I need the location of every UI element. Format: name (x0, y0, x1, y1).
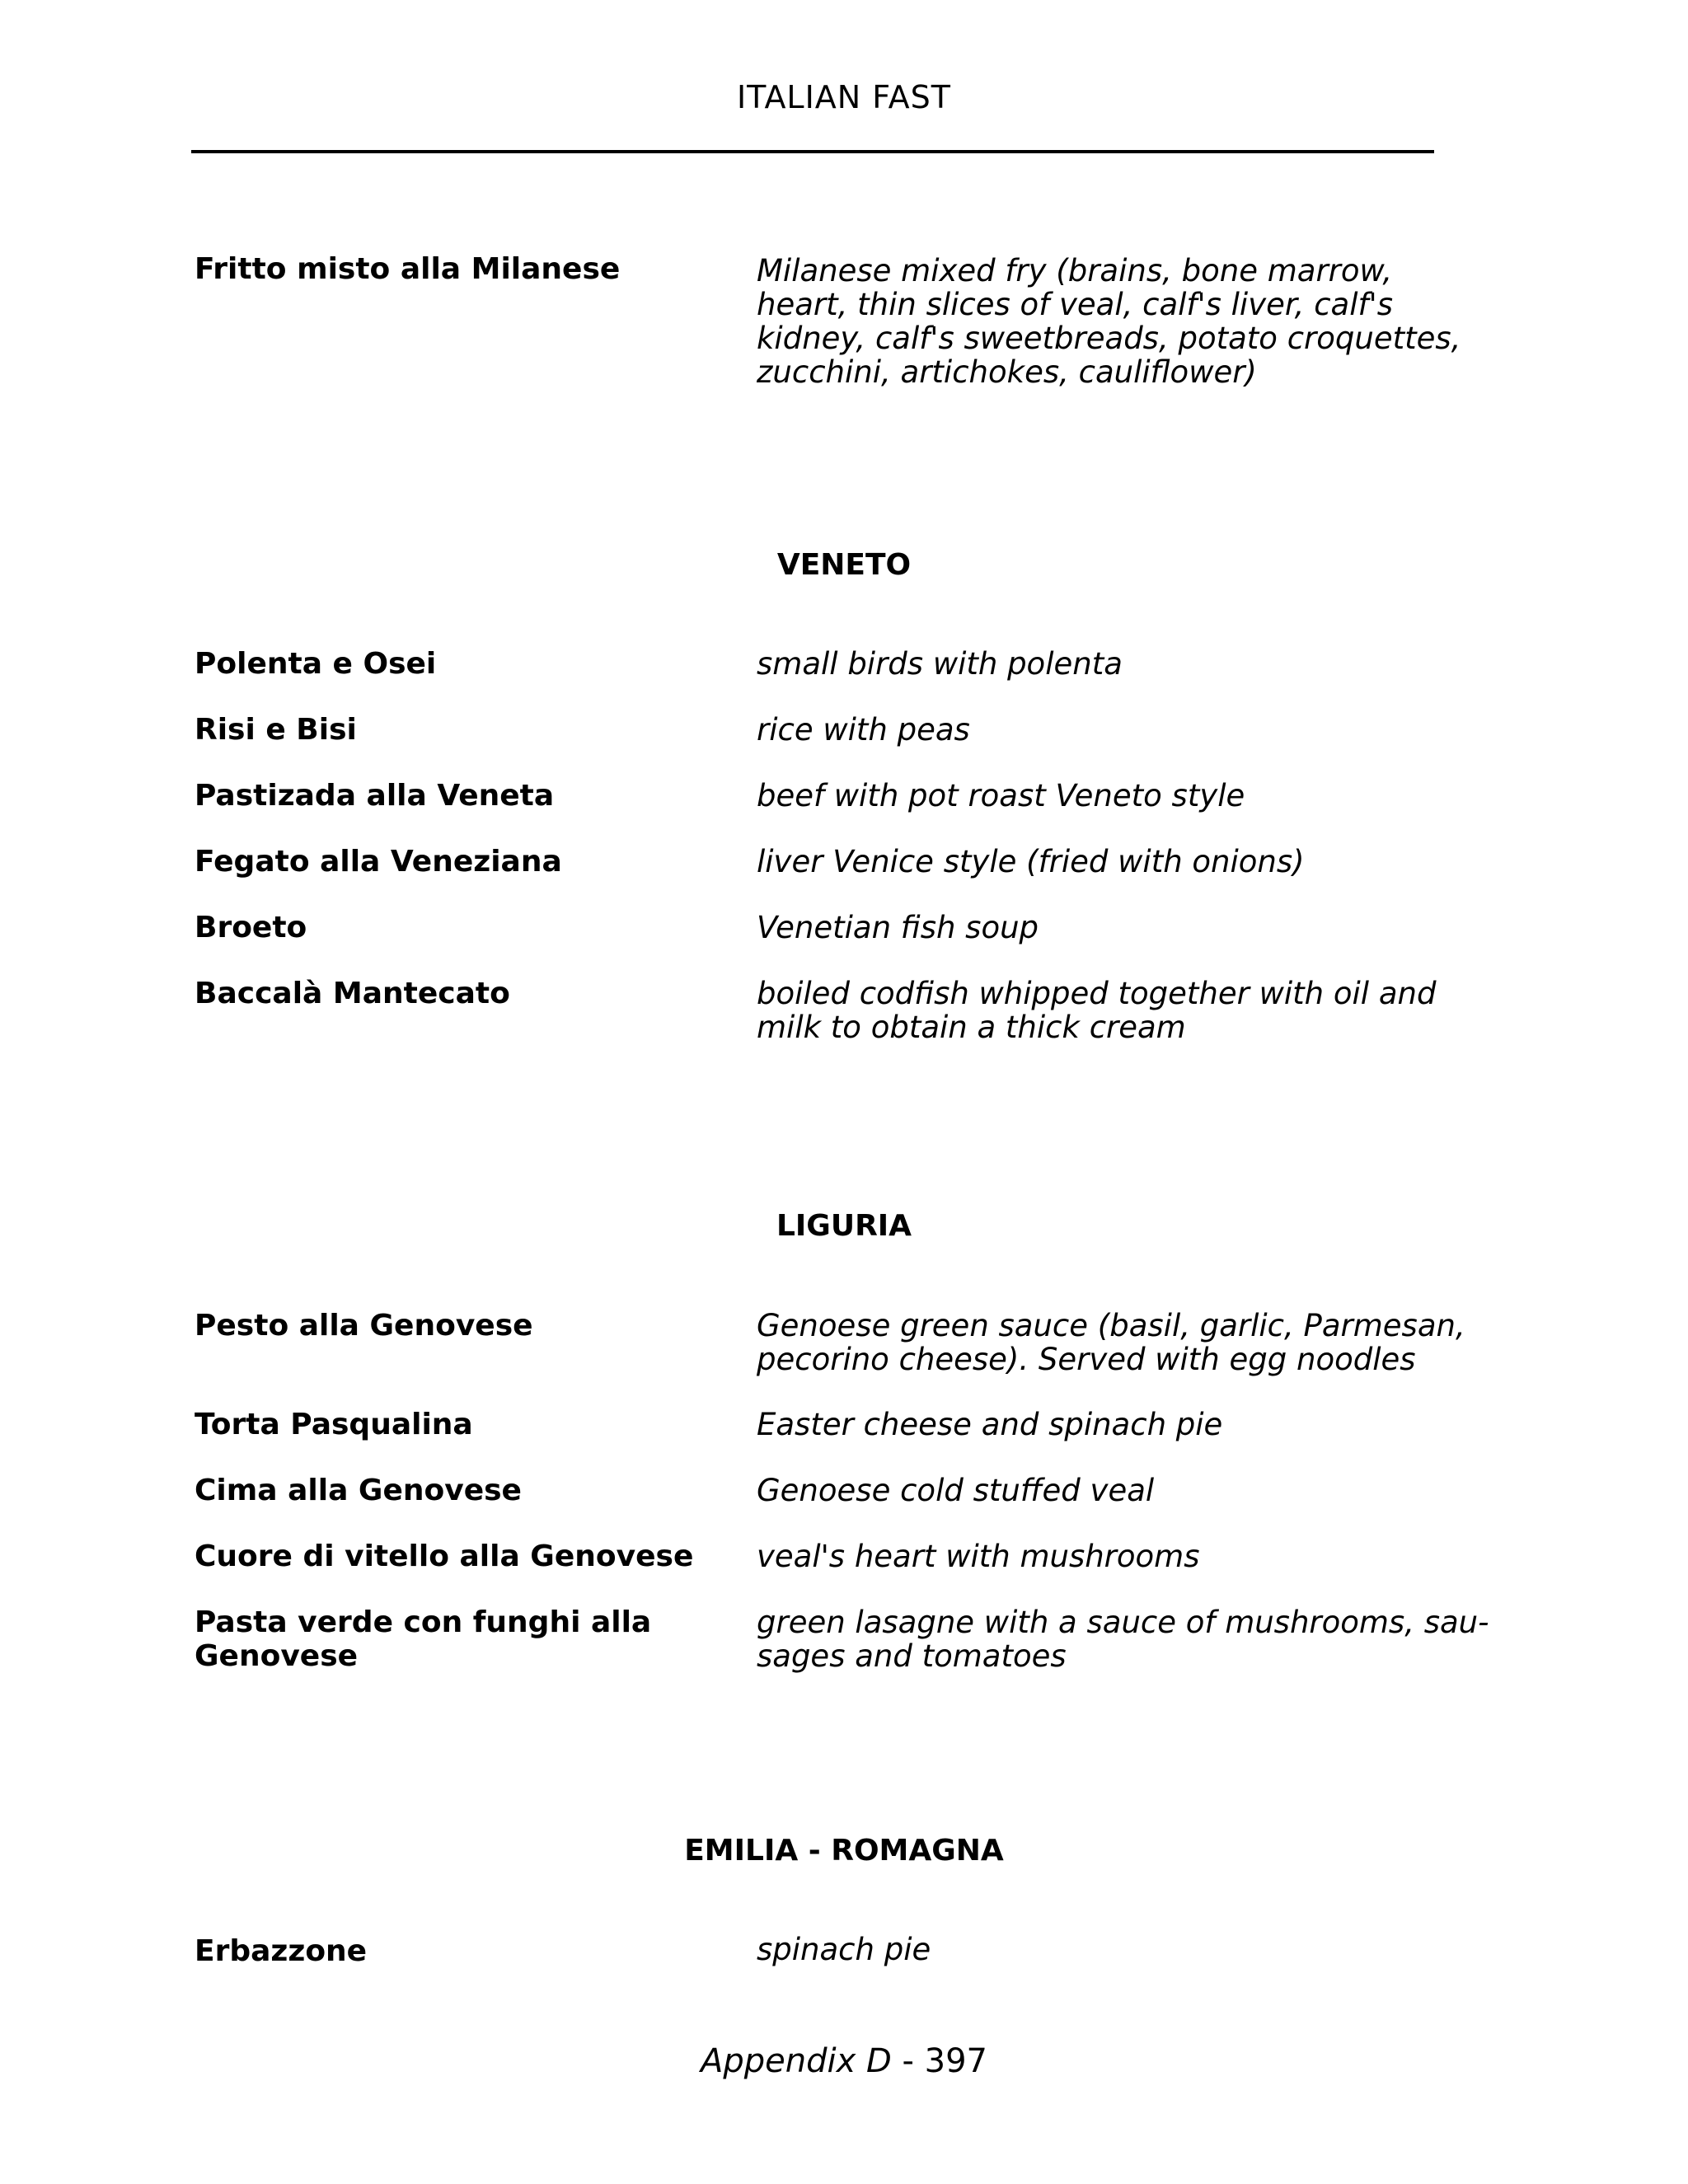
entry-term: Cuore di vitello alla Genovese (195, 1540, 694, 1573)
entry-definition: green lasagne with a sauce of mushrooms, sau- sages and tomatoes (757, 1605, 1489, 1674)
page-folio (0, 2042, 1688, 2080)
folio-label: Appendix D (700, 2042, 892, 2080)
entry-term: Fegato alla Veneziana (195, 845, 562, 879)
section-heading-liguria: LIGURIA (776, 1209, 912, 1243)
entry-definition: Genoese green sauce (basil, garlic, Parmesan, pecorino cheese). Served with egg noodles (757, 1308, 1465, 1377)
entry-definition: Genoese cold stuffed veal (757, 1473, 1155, 1508)
entry-definition: rice with peas (757, 712, 970, 748)
entry-term: Pasta verde con funghi alla Genovese (195, 1605, 652, 1673)
entry-definition: spinach pie (757, 1932, 931, 1967)
entry-definition: boiled codfish whipped together with oil and milk to obtain a thick cream (757, 976, 1437, 1045)
entry-term: Erbazzone (195, 1934, 368, 1968)
entry-term: Baccalà Mantecato (195, 977, 510, 1010)
entry-term: Pesto alla Genovese (195, 1309, 533, 1343)
entry-term: Torta Pasqualina (195, 1408, 473, 1441)
page-number: 397 (924, 2042, 988, 2080)
entry-definition: beef with pot roast Veneto style (757, 778, 1245, 813)
entry-term: Risi e Bisi (195, 713, 357, 747)
folio-separator: - (891, 2042, 925, 2080)
entry-definition: liver Venice style (fried with onions) (757, 844, 1305, 879)
entry-term: Cima alla Genovese (195, 1474, 522, 1507)
entry-definition: veal's heart with mushrooms (757, 1539, 1200, 1574)
entry-term: Fritto misto alla Milanese (195, 252, 621, 286)
header-rule (191, 150, 1434, 153)
section-heading-emilia-romagna: EMILIA - ROMAGNA (684, 1834, 1004, 1868)
entry-definition: Easter cheese and spinach pie (757, 1407, 1223, 1442)
entry-definition: Venetian fish soup (757, 910, 1039, 945)
section-heading-veneto: VENETO (776, 548, 912, 582)
entry-definition: Milanese mixed fry (brains, bone marrow, heart, thin slices of veal, calf's liver, calf's kidney, calf's sweetbreads, potato croquettes, zucchini, artichokes, cauliflower) (757, 253, 1461, 390)
entry-definition: small birds with polenta (757, 646, 1123, 682)
running-head: ITALIAN FAST (736, 79, 952, 115)
entry-term: Polenta e Osei (195, 647, 437, 681)
entry-term: Pastizada alla Veneta (195, 779, 555, 813)
entry-term: Broeto (195, 911, 307, 944)
